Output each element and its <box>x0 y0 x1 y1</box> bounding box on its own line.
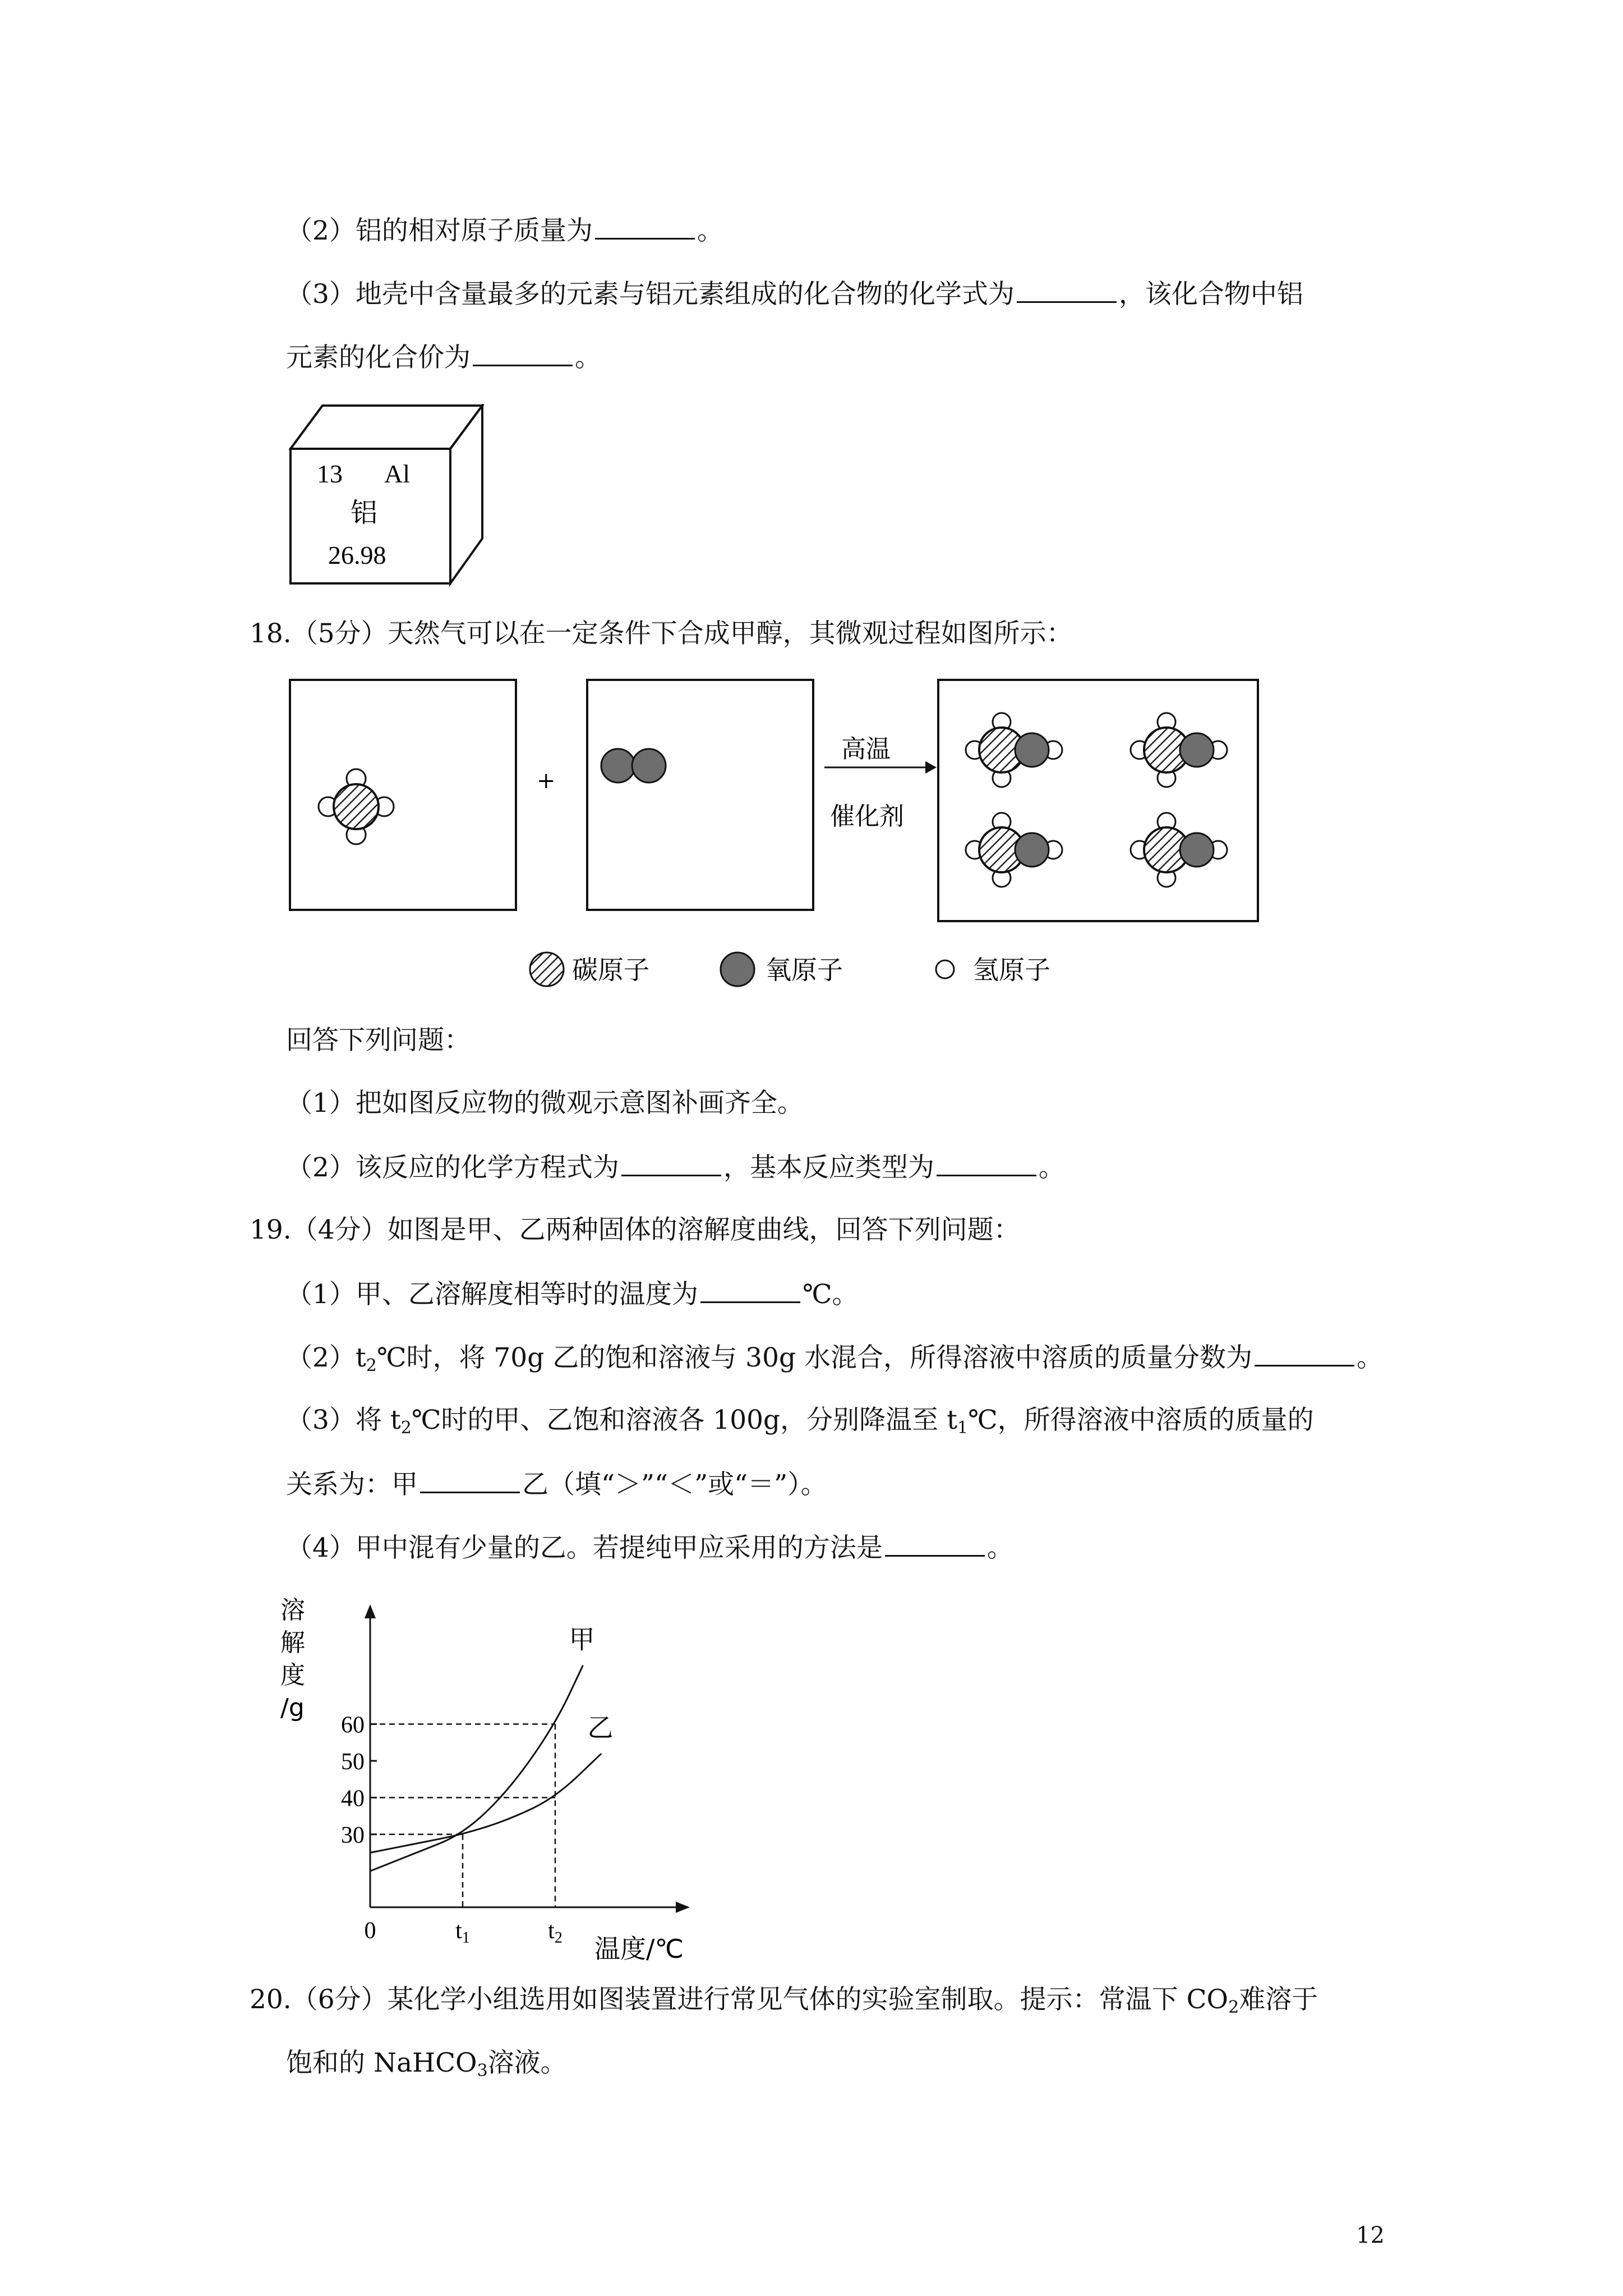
y-axis-label <box>280 1596 305 1722</box>
element-symbol: Al <box>384 459 410 488</box>
methanol-synthesis-diagram <box>286 676 1262 990</box>
y-label-char: /g <box>280 1694 305 1722</box>
q20-header: 20.（6分）某化学小组选用如图装置进行常见气体的实验室制取。提示：常温下 $CO_2$难溶于 <box>250 1984 1318 2017</box>
answer-blank[interactable] <box>595 213 695 240</box>
answer-blank[interactable] <box>1255 1340 1354 1366</box>
page-number: 12 <box>1356 2223 1385 2248</box>
q20-header-cont: 饱和的 NaHCO$_3$溶液。 <box>286 2047 567 2081</box>
condition-high-temp: 高温 <box>841 735 891 763</box>
q19-part4: （4）甲中混有少量的乙。若提纯甲应采用的方法是 。 <box>286 1530 1013 1565</box>
legend-oxygen: 氧原子 <box>766 955 843 985</box>
series-line-jia <box>370 1665 583 1871</box>
answer-blank[interactable] <box>1017 277 1117 303</box>
answer-blank[interactable] <box>885 1530 985 1557</box>
q17-part2: （2）铝的相对原子质量为 。 <box>286 213 723 248</box>
oxygen-legend-icon <box>721 953 754 986</box>
hydrogen-legend-icon <box>936 960 954 978</box>
y-label-char: 度 <box>280 1661 305 1690</box>
x-axis-arrow <box>676 1902 690 1913</box>
condition-catalyst: 催化剂 <box>830 802 904 831</box>
y-tick-label: 50 <box>341 1749 365 1775</box>
answer-blank[interactable] <box>420 1467 520 1493</box>
q18-part1: （1）把如图反应物的微观示意图补画齐全。 <box>286 1088 804 1119</box>
y-tick-label: 40 <box>341 1786 365 1812</box>
product-box <box>938 680 1258 921</box>
x-tick-label: t1 <box>455 1918 470 1947</box>
y-axis-arrow <box>365 1604 376 1618</box>
q19-part1: （1）甲、乙溶解度相等时的温度为 ℃。 <box>286 1277 858 1312</box>
element-name: 铝 <box>351 497 378 528</box>
x-tick-label: t2 <box>548 1918 562 1947</box>
q17-part3-cont: 元素的化合价为 。 <box>286 340 601 375</box>
q18-part2: （2）该反应的化学方程式为 ，基本反应类型为 。 <box>286 1150 1065 1185</box>
y-tick-label: 60 <box>341 1712 365 1738</box>
answer-blank[interactable] <box>700 1277 800 1303</box>
answer-blank[interactable] <box>621 1150 721 1176</box>
q19-part3-cont: 关系为：甲 乙（填“＞”“＜”或“＝”）。 <box>286 1467 827 1502</box>
series-line-yi <box>370 1754 602 1853</box>
q18-header: 18.（5分）天然气可以在一定条件下合成甲醇，其微观过程如图所示： <box>250 618 1073 649</box>
q18-prompt: 回答下列问题： <box>286 1025 471 1056</box>
q19-header: 19.（4分）如图是甲、乙两种固体的溶解度曲线，回答下列问题： <box>250 1214 1020 1245</box>
legend <box>530 953 1050 986</box>
y-label-char: 溶 <box>280 1596 305 1625</box>
element-mass: 26.98 <box>328 541 386 569</box>
x-axis-label: 温度/℃ <box>594 1934 684 1964</box>
q17-part3: （3）地壳中含量最多的元素与铝元素组成的化合物的化学式为 ，该化合物中铝 <box>286 277 1303 311</box>
x-tick-label: 0 <box>364 1918 376 1944</box>
y-label-char: 解 <box>280 1628 305 1657</box>
reactant-box-1 <box>290 680 516 910</box>
series-label: 甲 <box>569 1624 595 1655</box>
legend-hydrogen: 氢原子 <box>973 955 1050 985</box>
legend-carbon: 碳原子 <box>572 955 649 985</box>
carbon-legend-icon <box>530 953 564 986</box>
q19-part2: $(2)t_2℃$时，将 70g 乙的饱和溶液与 30g 水混合，所得溶液中溶质的质量分数为 。 <box>286 1340 1383 1375</box>
reactant-box-2 <box>587 680 813 910</box>
solubility-chart <box>280 1593 723 1975</box>
aluminum-element-box <box>289 404 491 589</box>
answer-blank[interactable] <box>937 1150 1036 1176</box>
y-tick-label: 30 <box>341 1823 365 1848</box>
element-number: 13 <box>317 459 343 488</box>
plus-sign: + <box>537 768 556 794</box>
q19-part3: （3）将 $t_2℃$时的甲、乙饱和溶液各 100g，分别降温至 $t_1℃$，所得溶液中溶质的质量的 <box>286 1405 1314 1438</box>
series-label: 乙 <box>587 1712 614 1743</box>
answer-blank[interactable] <box>473 340 573 366</box>
